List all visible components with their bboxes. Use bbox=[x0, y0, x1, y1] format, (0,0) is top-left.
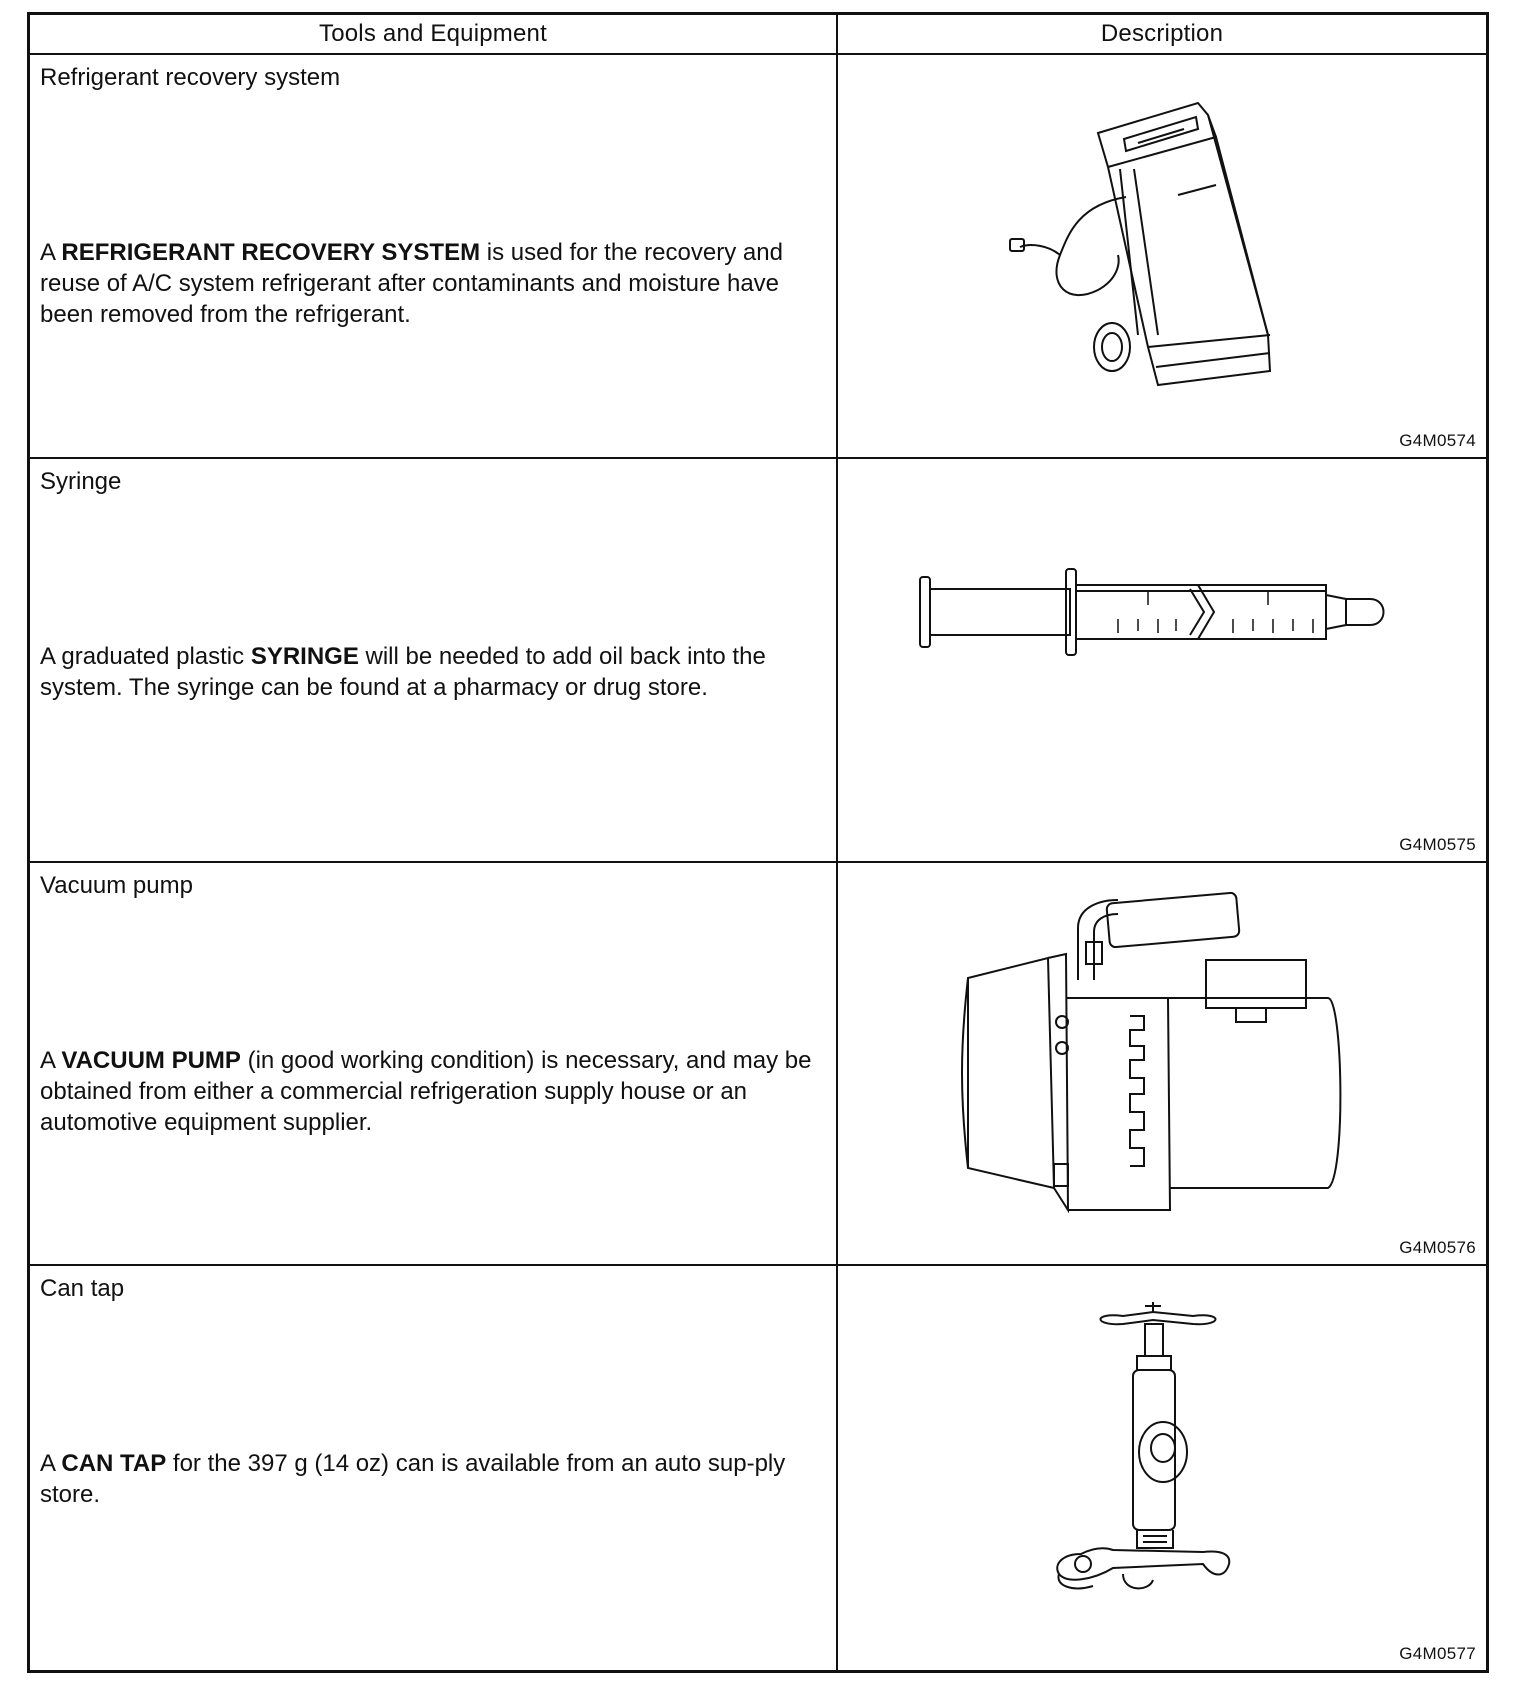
tool-description: A graduated plastic SYRINGE will be needed to add oil back into the system. The syringe can be found at a pharmacy or drug store. bbox=[40, 642, 766, 701]
header-description: Description bbox=[838, 15, 1486, 55]
row-syringe-left bbox=[30, 459, 838, 863]
row-syringe-right bbox=[838, 459, 1486, 863]
tool-name: Refrigerant recovery system bbox=[40, 64, 341, 91]
recovery-machine-illustration bbox=[1008, 85, 1308, 385]
row-recovery-system-right bbox=[838, 55, 1486, 459]
figure-code: G4M0574 bbox=[1399, 430, 1476, 450]
can-tap-illustration bbox=[1053, 1302, 1273, 1602]
tool-name: Can tap bbox=[40, 1275, 125, 1303]
row-can-tap-right bbox=[838, 1266, 1486, 1670]
row-vacuum-pump-left bbox=[30, 863, 838, 1267]
tool-description: A VACUUM PUMP (in good working condition) is necessary, and may be obtained from either a commercial refrigeration supply house or an automotive equipment supplier. bbox=[40, 1046, 812, 1136]
row-recovery-system-left bbox=[30, 55, 838, 459]
syringe-illustration bbox=[918, 567, 1418, 667]
figure-code: G4M0575 bbox=[1399, 834, 1476, 854]
tools-table bbox=[27, 12, 1489, 1673]
tool-description: A REFRIGERANT RECOVERY SYSTEM is used for the recovery and reuse of A/C system refrigerant after contaminants and moisture have been removed from the refrigerant. bbox=[40, 239, 783, 328]
header-tools: Tools and Equipment bbox=[30, 15, 838, 55]
row-can-tap-left bbox=[30, 1266, 838, 1670]
tool-description: A CAN TAP for the 397 g (14 oz) can is available from an auto sup-ply store. bbox=[40, 1450, 786, 1509]
row-vacuum-pump-right bbox=[838, 863, 1486, 1267]
tool-name: Syringe bbox=[40, 467, 122, 495]
tool-name: Vacuum pump bbox=[40, 871, 193, 899]
vacuum-pump-illustration bbox=[958, 898, 1348, 1218]
figure-code: G4M0576 bbox=[1399, 1238, 1476, 1258]
figure-code: G4M0577 bbox=[1399, 1644, 1476, 1663]
